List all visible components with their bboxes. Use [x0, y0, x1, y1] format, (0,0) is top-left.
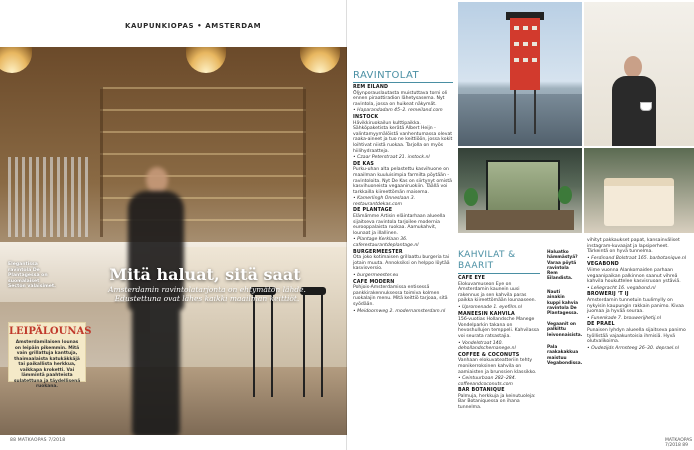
entry-info: • Leliegracht 16. vegabond.nl: [587, 285, 656, 291]
folio: MATKAOPAS 7/2018 89: [665, 438, 693, 448]
bar-entry: [587, 238, 689, 261]
bar-entry: [587, 262, 689, 291]
restaurants-heading: RAVINTOLAT: [353, 70, 419, 81]
entry-text: Hävikkiruokailun kulttipaikka. Sähköpaketista kerätä Albert Heijn -valintamyymälöistä vanhentumassa olevat raaka-aineet ja tuo ne keittiöön, jossa kokit loihtivat niistä ruokaa. Tarjolla on myös hiilihydraatteja.: [353, 120, 453, 154]
right-column: [587, 238, 689, 352]
chef-photo: [584, 2, 694, 146]
entry-info: • Oudezijds Armsteeg 26–30. deprael.nl: [587, 345, 679, 351]
lunch-box-title: LEIPÄLOUNAS: [9, 326, 92, 337]
cafes-heading: KAHVILAT & BAARIT: [458, 250, 516, 271]
caption-chef: Vegaanit on palkittu leivonnaisista.: [547, 322, 583, 338]
entry-title: DE KAS: [353, 161, 375, 167]
entry-text: vihityt pakkaukset papat, kansainväliset instagram-kuvaajat ja lapsiperheet. Tärkeintä on hyvä tunnelma.: [587, 238, 680, 255]
entry-title: REM EILAND: [353, 85, 389, 90]
entry-info: • Vondelstraat 140. dehollandschemanege.nl: [458, 340, 516, 352]
caption-cake: Pala raakakakkua maistuu Vegabondissa.: [547, 345, 583, 366]
bar-stool: [250, 287, 276, 397]
entry-info: • Upromenade 1. eyefilm.nl: [458, 304, 522, 310]
entry-text: Elokuvamuseon Eye on Amsterdamin kaunein uusi rakennus ja sen kahvila paras paikka kiireettömään lounaaseen.: [458, 281, 537, 304]
entry-title: DE PRAEL: [587, 322, 615, 328]
caption-cafe: Nauti ainakin kuppi kahvia ravintola De Plantagessa.: [547, 290, 579, 317]
lunch-box-text: Amsterdamilaisen lounas on leipäin pikemmin. Mitä vain grillattuja kanttuja, thaimaalaista katukäkkäjä tai paikallista herkkua, vaikkapa kroketti. Vai lämmintä paahteista sulatettuna ja täydellisenä ruokana.: [13, 340, 81, 389]
entry-title: VEGABOND: [587, 262, 619, 268]
entry-info: • Czaar Peterstraat 21. instock.nl: [353, 155, 430, 161]
restaurant-entry: [353, 208, 453, 248]
entry-text: Purku-uhan alta pelastettu kasvihuone on maailman kuuluisimpia farmilta pöytään -ravintoloita. Nyt De Kas on siirtynyt omistä kasvihuoneista vegaaniruokiin. Täällä voi tarkkailla kiireettömän maisema.: [353, 167, 452, 195]
glassware: [8, 157, 88, 237]
entry-text: 156-vuotias Hollandsche Manege Vondelparkin takana on hevoshullujen temppeli. Kahvilassa voi seurata ratsastajia.: [458, 317, 540, 339]
entry-info: • Ceintuurbaan 282–284. coffeeandcoconuts.com: [458, 376, 517, 387]
photo-caption: Elegantissa ravintola De Plantagessa on suomalaiset Secton valaisimet.: [8, 262, 56, 290]
entry-title: BROWERIJ 'T IJ: [587, 292, 629, 298]
entry-info: • Plantage Kerklaan 36. caferestaurantdeplantage.nl: [353, 237, 419, 249]
entry-text: Palmuja, herkkuja ja keinutuoleja: Bar Botaniquessa on ihana tunnelma.: [458, 393, 536, 411]
lunch-box: [8, 322, 92, 389]
cafe-entry: [458, 312, 540, 352]
restaurant-entry: [353, 162, 453, 208]
bar-entry: [587, 292, 689, 321]
entry-info: • Meidoornweg 2. modernamsterdam.nl: [353, 308, 446, 314]
restaurant-entry: [353, 280, 453, 315]
entry-title: CAFE MODERN: [353, 279, 395, 285]
entry-title: CAFE EYE: [458, 276, 486, 281]
entry-title: BAR BOTANIQUE: [458, 388, 505, 394]
headline: Mitä haluat, sitä saat: [109, 265, 301, 284]
restaurant-entry: [353, 250, 453, 279]
rem-eiland-photo: [458, 2, 582, 146]
entry-title: BURGERMEESTER: [353, 249, 403, 255]
right-page: [347, 0, 694, 450]
pendant-lamp: [0, 47, 32, 73]
cake-photo: [584, 148, 694, 233]
cafe-photo: [458, 148, 582, 233]
caption-tower: Haluatko hämmästyä? Varaa pöytä ravintola Rem Eilandista.: [547, 250, 578, 282]
entry-text: Öljynporauslautasta muistuttava torni oli ennen piraattiradion lähetysasema. Nyt ravintola, jossa on huikeat näkymät.: [353, 90, 448, 107]
entry-title: MANEESIN KAHVILA: [458, 311, 515, 317]
bar-stool: [300, 287, 326, 397]
entry-text: Punaisen lyhdyn alueella sijaitseva panimo työllistää vajaakuntoisia ihmisiä. Hyvä olutvalikoima.: [587, 327, 686, 345]
restaurant-entry: [353, 115, 453, 161]
entry-info: • Haparandadam 45–2. remeiland.com: [353, 108, 443, 114]
restaurant-entry: [353, 85, 453, 114]
entry-info: • Kamerlingh Onneslaan 3. restaurantdekas.com: [353, 196, 416, 207]
entry-text: Amsterdamin tunnetuin tuulimylly on nykyisin kaupungin rakkain panimo. Kivaa juomaa ja hyvää seuraa.: [587, 297, 684, 315]
entry-info: • Ferdinand Bolstraat 165. barbotanique.nl: [587, 255, 687, 261]
cafe-entry: [458, 276, 540, 311]
entry-text: Vanhaan elokuvateatteriin tehty monikerroksinen kahvila on aamiaisten ja brunssien klassikko.: [458, 358, 537, 375]
entry-text: Elämämme Artisin eläintarhaan alueella sijaitseva ravintola tarjoilee modernia eurooppalaista ruokaa. Aamukahvit, lounaat ja illallinen.: [353, 214, 446, 236]
entry-info: • Funenkade 7. brouwerijhetij.nl: [587, 315, 661, 321]
pendant-lamp: [186, 47, 226, 73]
entry-title: DE PLANTAGE: [353, 208, 393, 214]
cafes-column: [458, 250, 540, 412]
bar-entry: [587, 322, 689, 351]
restaurants-column: [353, 70, 453, 315]
cafe-entry: [458, 353, 540, 388]
cafe-entry: [458, 388, 540, 410]
lede: Amsterdamin ravintolatarjonta on ehtymätön lähde. Edustettuna ovat lähes kaikki maailman keittiöt.: [108, 285, 306, 303]
folio: 88 MATKAOPAS 7/2018: [10, 438, 66, 443]
pendant-lamp: [300, 47, 340, 73]
entry-title: INSTOCK: [353, 114, 379, 120]
entry-text: Viime vuonna Alankomaiden parhaan vegaanipaikan palkinnon saanut vihreä kahvila houkuttelee kasvisruoan ystäviä.: [587, 267, 681, 285]
entry-text: Pohjois-Amsterdamissa entisessä pankkirakennuksessa toimiva kolmen ruokalajin menu. Mitä keittiö tarjoaa, sitä syödään.: [353, 285, 448, 307]
section-label: KAUPUNKIOPAS • AMSTERDAM: [125, 22, 262, 30]
entry-title: COFFEE & COCONUTS: [458, 352, 520, 358]
entry-text: Ota joko kotimaisen grillaattu burgeria tai jotain muuta. Annoksiksi on helppo löytää kasvisversio.: [353, 255, 450, 272]
entry-info: • burgermeester.eu: [353, 273, 399, 278]
